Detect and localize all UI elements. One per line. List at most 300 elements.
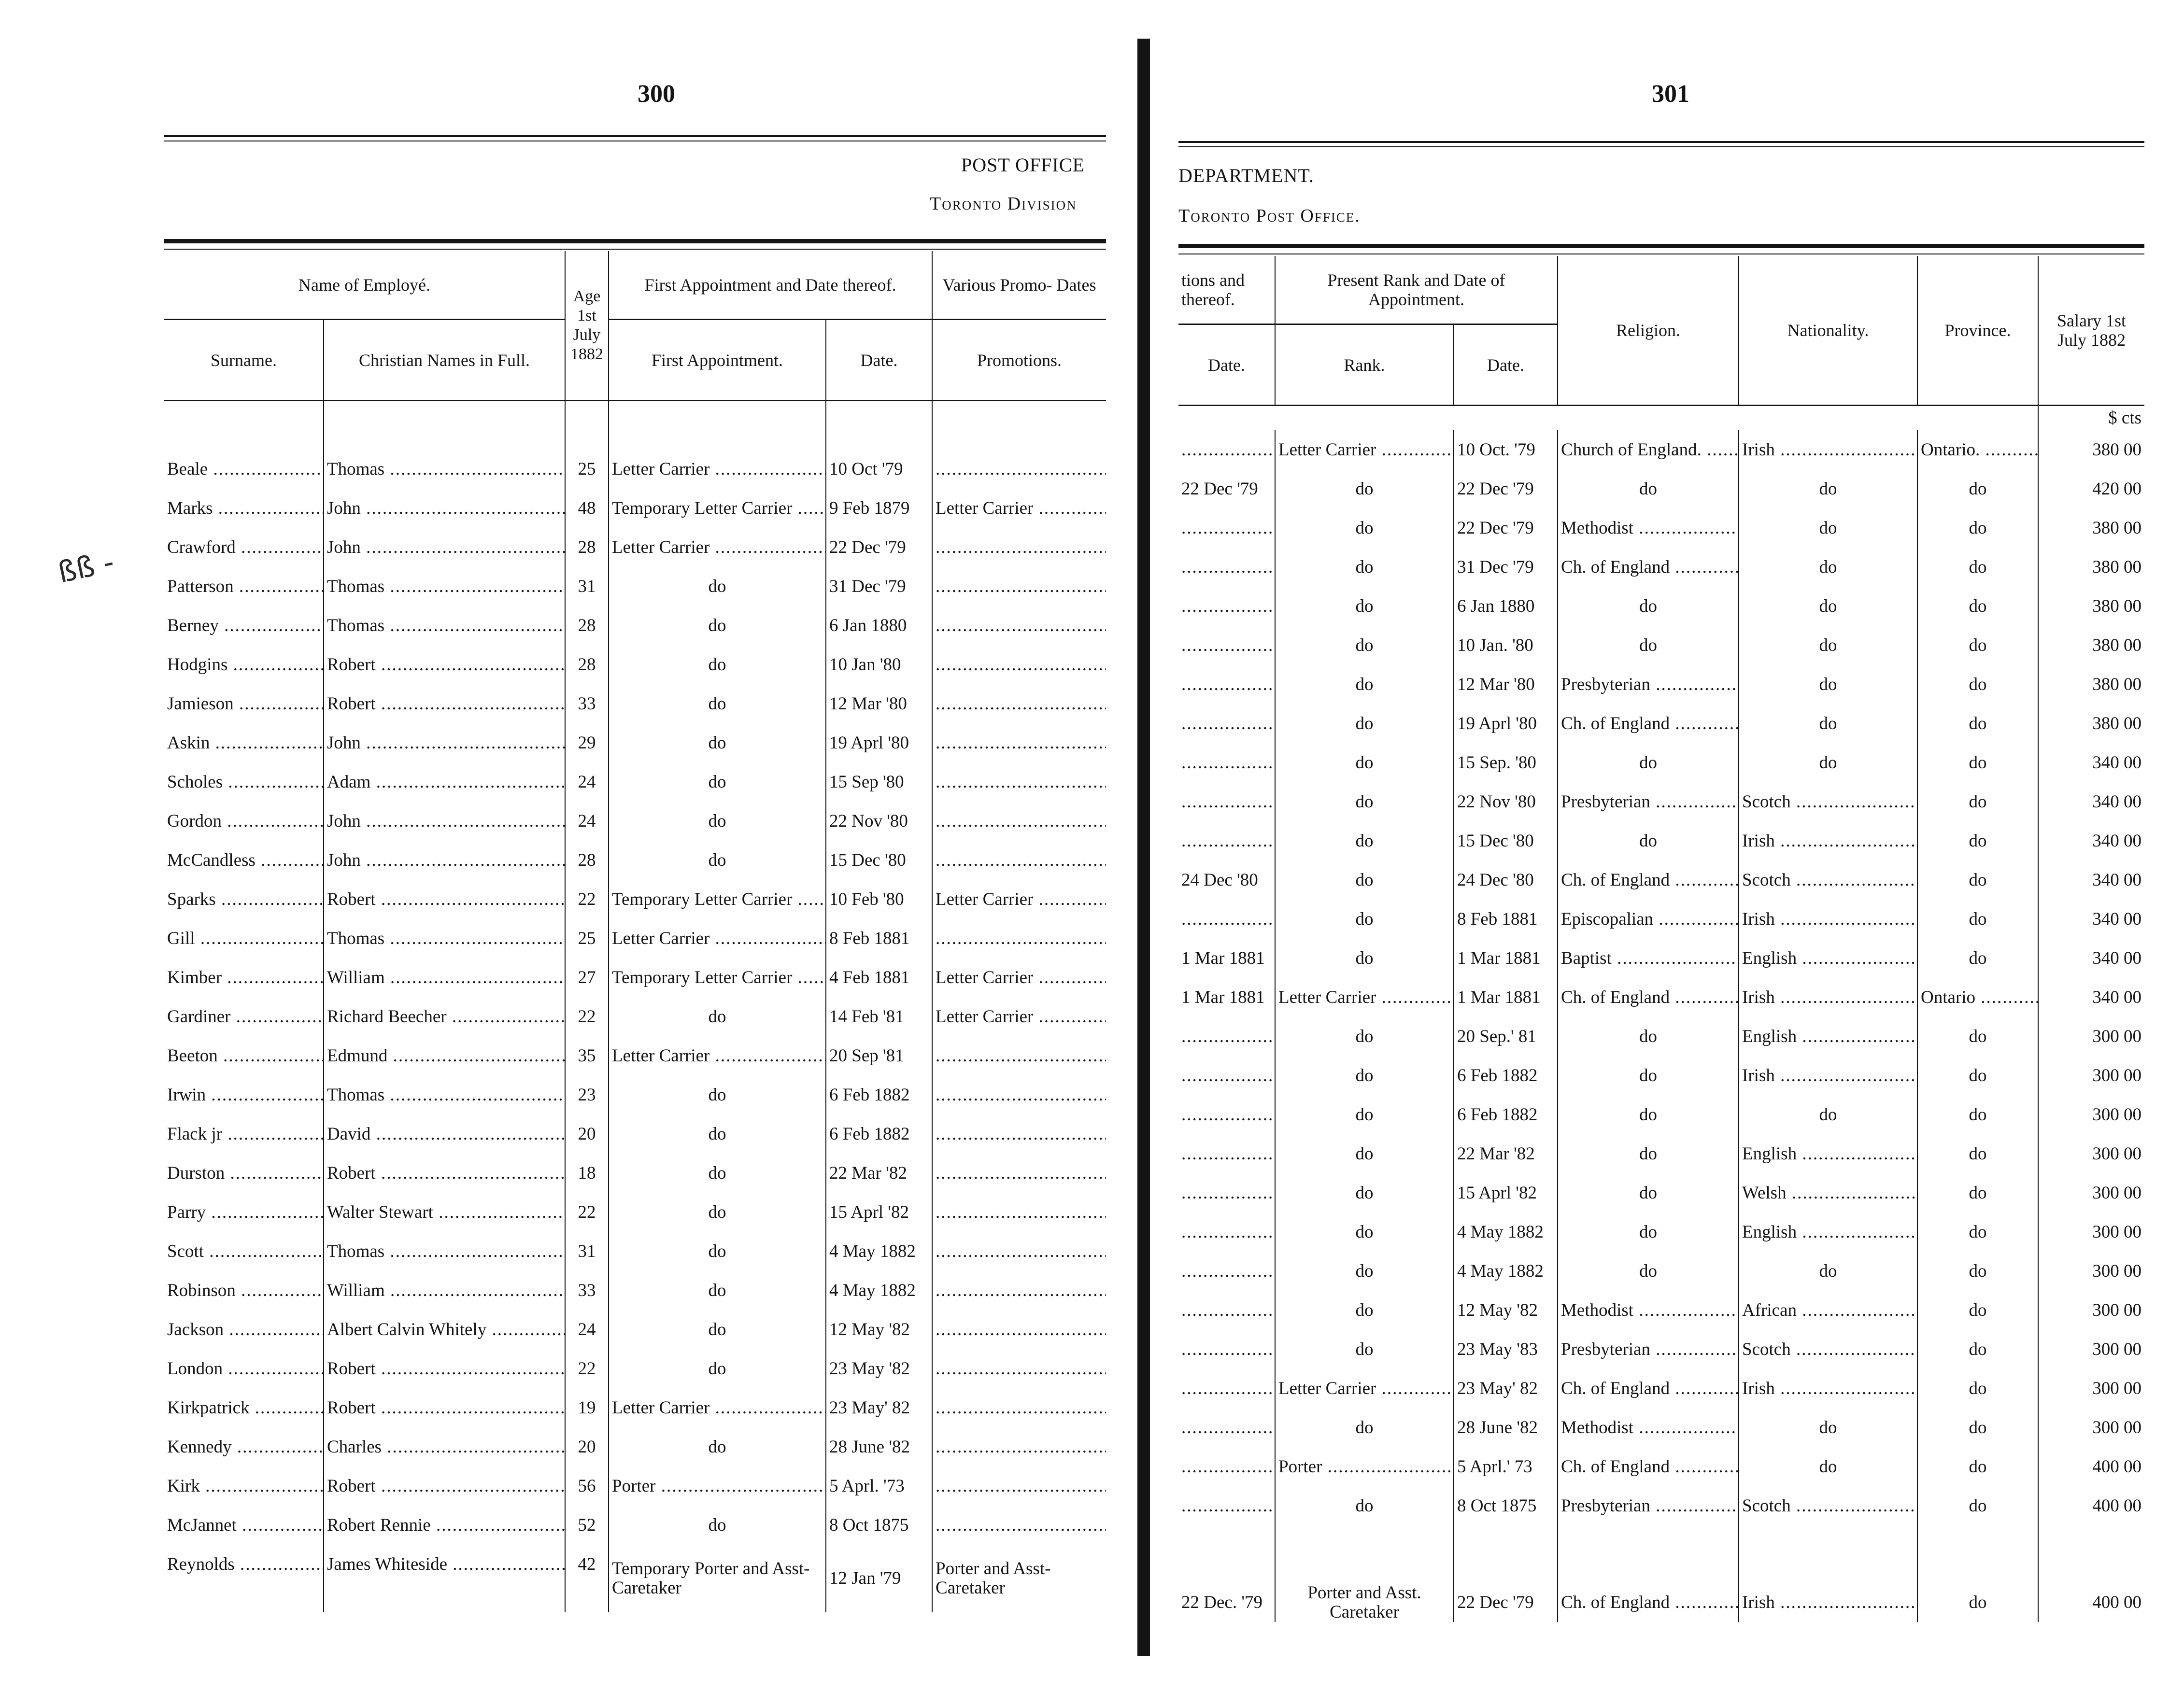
religion-cell: Presbyterian .....	[1558, 782, 1739, 821]
header-first-appointment-group: First Appointment and Date thereof.	[609, 251, 932, 320]
rank-cell: do	[1275, 1173, 1454, 1213]
province-cell: do	[1917, 900, 2038, 939]
header-rank-date: Date.	[1454, 324, 1558, 406]
nationality-cell: English .....	[1739, 1134, 1917, 1173]
rank-date-cell: 28 June '82	[1454, 1408, 1558, 1447]
employee-table-left	[164, 251, 1106, 1612]
rank-date-cell: 15 Sep. '80	[1454, 743, 1558, 782]
promotion-date-cell	[1178, 1330, 1275, 1369]
christian-names-cell: John .....	[324, 489, 565, 528]
salary-cell: 340 00	[2092, 753, 2142, 773]
religion-cell: do	[1558, 1213, 1739, 1252]
nationality-cell: African .....	[1739, 1291, 1917, 1330]
province-cell: do	[1917, 782, 2038, 821]
promotion-date-cell	[1178, 548, 1275, 587]
appointment-date-cell: 15 Aprl '82	[826, 1193, 932, 1232]
christian-names-cell: Robert .....	[324, 645, 565, 684]
table-row	[1178, 1291, 2144, 1330]
first-appointment-cell: Letter Carrier .....	[609, 1036, 826, 1075]
table-row	[1178, 821, 2144, 860]
appointment-date-cell: 8 Feb 1881	[826, 919, 932, 958]
province-cell: do	[1917, 587, 2038, 626]
religion-cell: Ch. of England .....	[1558, 1369, 1739, 1408]
nationality-cell: Scotch .....	[1739, 1330, 1917, 1369]
religion-cell: Methodist .....	[1558, 508, 1739, 548]
age-cell: 24	[565, 1310, 609, 1349]
first-appointment-cell: do	[609, 567, 826, 606]
religion-cell: do	[1558, 1017, 1739, 1056]
nationality-cell: Irish .....	[1739, 1056, 1917, 1095]
employee-rows-left	[164, 401, 1106, 1613]
header-religion: Religion.	[1558, 256, 1739, 406]
table-row	[164, 1388, 1106, 1427]
first-appointment-cell: do	[609, 1271, 826, 1310]
christian-names-cell: John .....	[324, 723, 565, 762]
handwritten-margin-note: ßß -	[55, 545, 117, 590]
age-cell: 22	[565, 880, 609, 919]
religion-cell: do	[1558, 1095, 1739, 1134]
surname-cell: McCandless .....	[164, 841, 324, 880]
nationality-cell: Irish .....	[1739, 900, 1917, 939]
age-cell: 29	[565, 723, 609, 762]
table-row	[164, 919, 1106, 958]
table-row	[1178, 1173, 2144, 1213]
nationality-cell: Irish .....	[1739, 978, 1917, 1017]
promotions-cell	[932, 450, 1106, 489]
table-row	[164, 1271, 1106, 1310]
rank-date-cell: 22 Dec '79	[1454, 469, 1558, 508]
promotions-cell	[932, 1271, 1106, 1310]
nationality-cell: do	[1739, 1408, 1917, 1447]
surname-cell: Patterson .....	[164, 567, 324, 606]
promotions-cell: Porter and Asst-Caretaker	[936, 1559, 1051, 1598]
appointment-date-cell: 6 Feb 1882	[826, 1114, 932, 1154]
christian-names-cell: Robert .....	[324, 1154, 565, 1193]
rank-cell: do	[1275, 1095, 1454, 1134]
appointment-date-cell: 10 Jan '80	[826, 645, 932, 684]
promotions-cell: Letter Carrier .....	[932, 958, 1106, 997]
nationality-cell: English .....	[1739, 939, 1917, 978]
rank-cell: do	[1275, 587, 1454, 626]
promotions-cell	[932, 1075, 1106, 1114]
promotion-date-cell	[1178, 626, 1275, 665]
table-row	[164, 528, 1106, 567]
rank-cell: do	[1275, 743, 1454, 782]
header-surname: Surname.	[164, 320, 324, 401]
surname-cell: Jackson .....	[164, 1310, 324, 1349]
rank-date-cell: 10 Oct. '79	[1454, 430, 1558, 469]
promotions-cell	[932, 1154, 1106, 1193]
surname-cell: Beale .....	[164, 450, 324, 489]
promotions-cell	[932, 645, 1106, 684]
promotions-cell	[932, 1388, 1106, 1427]
age-cell: 42	[565, 1545, 609, 1612]
salary-cell: 400 00	[2092, 1496, 2142, 1516]
page-number-left: 300	[638, 80, 675, 108]
table-row	[1178, 782, 2144, 821]
promotions-cell: Letter Carrier .....	[932, 997, 1106, 1036]
table-row	[164, 1193, 1106, 1232]
nationality-cell: do	[1739, 665, 1917, 704]
salary-cell: 340 00	[2092, 987, 2142, 1007]
nationality-cell: Irish .....	[1739, 1525, 1917, 1622]
christian-names-cell: William .....	[324, 958, 565, 997]
rank-date-cell: 12 Mar '80	[1454, 665, 1558, 704]
promotions-cell	[932, 1036, 1106, 1075]
table-row	[164, 1349, 1106, 1388]
surname-cell: Kirk .....	[164, 1466, 324, 1506]
table-row	[1178, 1213, 2144, 1252]
rank-date-cell: 6 Jan 1880	[1454, 587, 1558, 626]
province-cell: do	[1917, 1056, 2038, 1095]
table-row	[164, 1075, 1106, 1114]
age-cell: 20	[565, 1427, 609, 1466]
promotion-date-cell	[1178, 821, 1275, 860]
header-name-of-employe: Name of Employé.	[164, 251, 565, 320]
surname-cell: Gardiner .....	[164, 997, 324, 1036]
appointment-date-cell: 23 May' 82	[826, 1388, 932, 1427]
promotions-cell	[932, 841, 1106, 880]
age-cell: 18	[565, 1154, 609, 1193]
surname-cell: Parry .....	[164, 1193, 324, 1232]
appointment-date-cell: 15 Sep '80	[826, 762, 932, 802]
promotion-date-cell	[1178, 587, 1275, 626]
top-rule-right	[1178, 141, 2144, 143]
christian-names-cell: John .....	[324, 802, 565, 841]
table-row	[1178, 548, 2144, 587]
salary-cell: 340 00	[2092, 909, 2142, 929]
rank-date-cell: 19 Aprl '80	[1454, 704, 1558, 743]
rank-cell: do	[1275, 1408, 1454, 1447]
employee-table-right	[1178, 256, 2144, 1622]
promotions-cell	[932, 1427, 1106, 1466]
appointment-date-cell: 12 May '82	[826, 1310, 932, 1349]
salary-cell: 300 00	[2092, 1261, 2142, 1281]
christian-names-cell: John .....	[324, 528, 565, 567]
religion-cell: Presbyterian .....	[1558, 1486, 1739, 1525]
salary-cell: 380 00	[2092, 675, 2142, 694]
header-promo-date: Date.	[1178, 324, 1275, 406]
age-cell: 24	[565, 802, 609, 841]
promotions-cell	[932, 567, 1106, 606]
header-date: Date.	[826, 320, 932, 401]
promotion-date-cell: 1 Mar 1881	[1178, 939, 1275, 978]
promotions-cell	[932, 762, 1106, 802]
first-appointment-cell: Porter .....	[609, 1466, 826, 1506]
appointment-date-cell: 5 Aprl. '73	[826, 1466, 932, 1506]
rank-cell: Porter and Asst. Caretaker	[1275, 1525, 1454, 1622]
promotion-date-cell	[1178, 704, 1275, 743]
appointment-date-cell: 9 Feb 1879	[826, 489, 932, 528]
christian-names-cell: Robert .....	[324, 684, 565, 723]
province-cell: do	[1917, 1486, 2038, 1525]
appointment-date-cell: 8 Oct 1875	[826, 1506, 932, 1545]
first-appointment-cell: Letter Carrier .....	[609, 919, 826, 958]
appointment-date-cell: 22 Dec '79	[826, 528, 932, 567]
religion-cell: Episcopalian .....	[1558, 900, 1739, 939]
christian-names-cell: Robert .....	[324, 1349, 565, 1388]
religion-cell: Ch. of England .....	[1558, 978, 1739, 1017]
header-age: Age 1st July 1882	[565, 251, 609, 401]
nationality-cell: Scotch .....	[1739, 782, 1917, 821]
province-cell: Ontario .....	[1917, 978, 2038, 1017]
table-row	[1178, 1134, 2144, 1173]
province-cell: do	[1917, 1408, 2038, 1447]
province-cell: do	[1917, 1213, 2038, 1252]
table-row	[164, 802, 1106, 841]
salary-cell: 380 00	[2092, 714, 2142, 733]
first-appointment-cell: do	[609, 802, 826, 841]
province-cell: do	[1917, 939, 2038, 978]
christian-names-cell: Thomas .....	[324, 1232, 565, 1271]
table-row	[164, 684, 1106, 723]
appointment-date-cell: 10 Feb '80	[826, 880, 932, 919]
rank-cell: do	[1275, 1017, 1454, 1056]
table-row	[1178, 743, 2144, 782]
promotions-cell	[932, 1506, 1106, 1545]
nationality-cell: do	[1739, 743, 1917, 782]
rank-cell: do	[1275, 626, 1454, 665]
appointment-date-cell: 28 June '82	[826, 1427, 932, 1466]
table-row	[1178, 665, 2144, 704]
nationality-cell: Irish .....	[1739, 821, 1917, 860]
table-row	[164, 958, 1106, 997]
province-cell: do	[1917, 508, 2038, 548]
promotions-cell	[932, 1232, 1106, 1271]
nationality-cell: do	[1739, 1095, 1917, 1134]
christian-names-cell: James Whiteside .....	[324, 1545, 565, 1612]
rank-cell: do	[1275, 1330, 1454, 1369]
religion-cell: Presbyterian .....	[1558, 1330, 1739, 1369]
age-cell: 35	[565, 1036, 609, 1075]
christian-names-cell: Thomas .....	[324, 567, 565, 606]
province-cell: do	[1917, 1291, 2038, 1330]
surname-cell: Berney .....	[164, 606, 324, 645]
appointment-date-cell: 19 Aprl '80	[826, 723, 932, 762]
first-appointment-cell: do	[609, 997, 826, 1036]
salary-cell: 420 00	[2092, 479, 2142, 499]
salary-cell: 400 00	[2092, 1457, 2142, 1477]
table-row	[164, 1114, 1106, 1154]
nationality-cell: Scotch .....	[1739, 860, 1917, 900]
province-cell: Ontario. .....	[1917, 430, 2038, 469]
appointment-date-cell: 23 May '82	[826, 1349, 932, 1388]
appointment-date-cell: 12 Mar '80	[826, 684, 932, 723]
promotion-date-cell	[1178, 743, 1275, 782]
first-appointment-cell: do	[609, 1075, 826, 1114]
table-row	[1178, 1056, 2144, 1095]
nationality-cell: do	[1739, 469, 1917, 508]
rank-cell: Porter .....	[1275, 1447, 1454, 1486]
first-appointment-cell: do	[609, 1114, 826, 1154]
first-appointment-cell: Letter Carrier .....	[609, 450, 826, 489]
header-various-promotions: Various Promo- Dates	[932, 251, 1106, 320]
age-cell: 31	[565, 1232, 609, 1271]
promotions-cell	[932, 684, 1106, 723]
rank-cell: Letter Carrier .....	[1275, 430, 1454, 469]
subheading-toronto-post-office: Toronto Post Office.	[1178, 206, 1361, 226]
surname-cell: Durston .....	[164, 1154, 324, 1193]
promotions-cell	[932, 606, 1106, 645]
christian-names-cell: Richard Beecher .....	[324, 997, 565, 1036]
surname-cell: Kirkpatrick .....	[164, 1388, 324, 1427]
first-appointment-cell: do	[609, 1310, 826, 1349]
surname-cell: Askin .....	[164, 723, 324, 762]
promotions-cell	[932, 1466, 1106, 1506]
heading-department: DEPARTMENT.	[1178, 165, 1314, 186]
salary-cell: 400 00	[2092, 1593, 2142, 1612]
table-row	[1178, 1017, 2144, 1056]
surname-cell: McJannet .....	[164, 1506, 324, 1545]
appointment-date-cell: 4 May 1882	[826, 1271, 932, 1310]
first-appointment-cell: do	[609, 762, 826, 802]
salary-cell: 380 00	[2092, 635, 2142, 655]
age-cell: 31	[565, 567, 609, 606]
rank-cell: do	[1275, 900, 1454, 939]
appointment-date-cell: 10 Oct '79	[826, 450, 932, 489]
first-appointment-cell: do	[609, 1349, 826, 1388]
age-cell: 56	[565, 1466, 609, 1506]
province-cell: do	[1917, 469, 2038, 508]
rank-cell: do	[1275, 821, 1454, 860]
christian-names-cell: John .....	[324, 841, 565, 880]
rank-cell: do	[1275, 1134, 1454, 1173]
religion-cell: Ch. of England .....	[1558, 1525, 1739, 1622]
province-cell: do	[1917, 860, 2038, 900]
surname-cell: Marks .....	[164, 489, 324, 528]
christian-names-cell: Thomas .....	[324, 1075, 565, 1114]
christian-names-cell: Charles .....	[324, 1427, 565, 1466]
nationality-cell: English .....	[1739, 1017, 1917, 1056]
appointment-date-cell: 20 Sep '81	[826, 1036, 932, 1075]
rank-date-cell: 4 May 1882	[1454, 1213, 1558, 1252]
rank-cell: do	[1275, 1486, 1454, 1525]
surname-cell: Reynolds .....	[164, 1545, 324, 1612]
surname-cell: Sparks .....	[164, 880, 324, 919]
promotion-date-cell	[1178, 1486, 1275, 1525]
table-row	[1178, 1252, 2144, 1291]
christian-names-cell: Albert Calvin Whitely .....	[324, 1310, 565, 1349]
rank-cell: do	[1275, 1252, 1454, 1291]
salary-cell: 300 00	[2092, 1183, 2142, 1203]
rank-date-cell: 23 May '83	[1454, 1330, 1558, 1369]
christian-names-cell: Robert .....	[324, 1466, 565, 1506]
first-appointment-cell: do	[609, 1506, 826, 1545]
rank-date-cell: 4 May 1882	[1454, 1252, 1558, 1291]
rank-cell: do	[1275, 782, 1454, 821]
salary-cell: 300 00	[2092, 1300, 2142, 1320]
salary-cell: 340 00	[2092, 831, 2142, 851]
religion-cell: Methodist .....	[1558, 1408, 1739, 1447]
province-cell: do	[1917, 743, 2038, 782]
religion-cell: do	[1558, 626, 1739, 665]
salary-cell: 300 00	[2092, 1144, 2142, 1164]
table-row	[1178, 860, 2144, 900]
promotions-cell	[932, 1114, 1106, 1154]
table-row	[1178, 704, 2144, 743]
age-cell: 28	[565, 528, 609, 567]
rank-date-cell: 10 Jan. '80	[1454, 626, 1558, 665]
religion-cell: do	[1558, 587, 1739, 626]
table-row	[1178, 1369, 2144, 1408]
table-row	[1178, 978, 2144, 1017]
salary-cell: 300 00	[2092, 1222, 2142, 1242]
age-cell: 22	[565, 1193, 609, 1232]
table-row	[164, 1036, 1106, 1075]
province-cell: do	[1917, 704, 2038, 743]
table-row	[1178, 1447, 2144, 1486]
age-cell: 33	[565, 1271, 609, 1310]
promotion-date-cell	[1178, 1291, 1275, 1330]
promotions-cell: Letter Carrier .....	[932, 489, 1106, 528]
appointment-date-cell: 22 Nov '80	[826, 802, 932, 841]
nationality-cell: English .....	[1739, 1213, 1917, 1252]
age-cell: 28	[565, 606, 609, 645]
nationality-cell: do	[1739, 508, 1917, 548]
surname-cell: Scholes .....	[164, 762, 324, 802]
salary-cell: 340 00	[2092, 870, 2142, 890]
table-row	[1178, 1408, 2144, 1447]
surname-cell: Robinson .....	[164, 1271, 324, 1310]
rank-date-cell: 1 Mar 1881	[1454, 978, 1558, 1017]
appointment-date-cell: 12 Jan '79	[826, 1545, 932, 1612]
province-cell: do	[1917, 548, 2038, 587]
appointment-date-cell: 6 Feb 1882	[826, 1075, 932, 1114]
salary-cell: 340 00	[2092, 948, 2142, 968]
promotion-date-cell	[1178, 1017, 1275, 1056]
rank-cell: do	[1275, 508, 1454, 548]
religion-cell: Ch. of England .....	[1558, 704, 1739, 743]
promotion-date-cell	[1178, 1408, 1275, 1447]
nationality-cell: do	[1739, 1447, 1917, 1486]
appointment-date-cell: 14 Feb '81	[826, 997, 932, 1036]
religion-cell: do	[1558, 1252, 1739, 1291]
surname-cell: Crawford .....	[164, 528, 324, 567]
table-row	[164, 567, 1106, 606]
promotions-cell: Letter Carrier .....	[932, 880, 1106, 919]
table-row	[1178, 626, 2144, 665]
page-number-right: 301	[1652, 80, 1689, 108]
surname-cell: Beeton .....	[164, 1036, 324, 1075]
religion-cell: do	[1558, 1173, 1739, 1213]
rank-date-cell: 22 Nov '80	[1454, 782, 1558, 821]
table-row	[164, 762, 1106, 802]
first-appointment-cell: do	[609, 1427, 826, 1466]
christian-names-cell: Thomas .....	[324, 919, 565, 958]
rank-date-cell: 6 Feb 1882	[1454, 1095, 1558, 1134]
table-row	[164, 1427, 1106, 1466]
age-cell: 27	[565, 958, 609, 997]
header-rank: Rank.	[1275, 324, 1454, 406]
promotion-date-cell	[1178, 430, 1275, 469]
promotion-date-cell	[1178, 1173, 1275, 1213]
salary-cell: 380 00	[2092, 518, 2142, 538]
rank-date-cell: 8 Oct 1875	[1454, 1486, 1558, 1525]
christian-names-cell: Robert Rennie .....	[324, 1506, 565, 1545]
surname-cell: Flack jr .....	[164, 1114, 324, 1154]
province-cell: do	[1917, 821, 2038, 860]
nationality-cell: Irish .....	[1739, 1369, 1917, 1408]
first-appointment-cell: do	[609, 841, 826, 880]
heading-post-office: POST OFFICE	[961, 154, 1085, 176]
nationality-cell: Irish .....	[1739, 430, 1917, 469]
promotions-cell	[932, 1310, 1106, 1349]
rank-date-cell: 22 Mar '82	[1454, 1134, 1558, 1173]
rank-date-cell: 8 Feb 1881	[1454, 900, 1558, 939]
table-row	[1178, 939, 2144, 978]
age-cell: 22	[565, 1349, 609, 1388]
first-appointment-cell: do	[609, 1193, 826, 1232]
